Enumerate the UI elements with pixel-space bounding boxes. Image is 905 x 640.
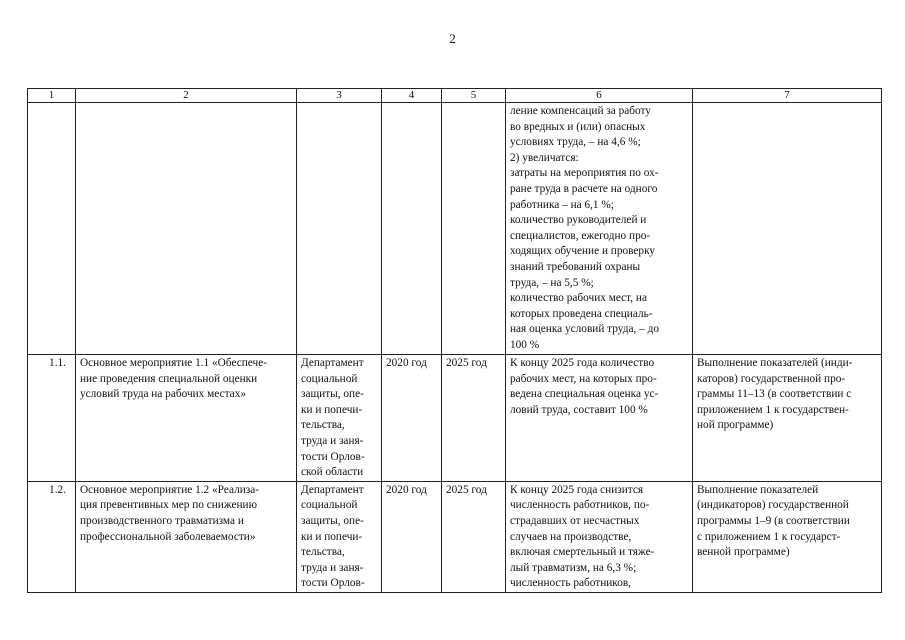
column-header: 7 [693, 89, 882, 103]
column-header: 2 [76, 89, 297, 103]
expected-result-cell: К концу 2025 года снизится численность работников, по- страдавших от несчастных случаев на производстве, включая смертельный и тяже- лый травматизм, на 6,3 %; численность работников, [506, 481, 693, 592]
indicators-cell [693, 103, 882, 355]
end-year-cell: 2025 год [442, 355, 506, 482]
table-row [28, 103, 882, 355]
event-cell: Основное мероприятие 1.1 «Обеспече- ние проведения специальной оценки условий труда на рабочих местах» [76, 355, 297, 482]
table-row [28, 481, 882, 592]
row-number-cell: 1.2. [28, 481, 76, 592]
indicators-cell: Выполнение показателей (инди- каторов) государственной про- граммы 11–13 (в соответствии с приложением 1 к государствен- ной программе) [693, 355, 882, 482]
executor-cell [297, 103, 382, 355]
event-cell: Основное мероприятие 1.2 «Реализа- ция превентивных мер по снижению производственного травматизма и профессиональной заболеваемости» [76, 481, 297, 592]
indicators-cell: Выполнение показателей (индикаторов) государственной программы 1–9 (в соответствии с приложением 1 к государст- венной программе) [693, 481, 882, 592]
table-header-row [28, 89, 882, 103]
column-header: 1 [28, 89, 76, 103]
executor-cell: Департамент социальной защиты, опе- ки и попечи- тельства, труда и заня- тости Орлов- ской области [297, 355, 382, 482]
executor-cell: Департамент социальной защиты, опе- ки и попечи- тельства, труда и заня- тости Орлов- [297, 481, 382, 592]
expected-result-cell: К концу 2025 года количество рабочих мест, на которых про- ведена специальная оценка ус- ловий труда, составит 100 % [506, 355, 693, 482]
table-row [28, 355, 882, 482]
event-cell [76, 103, 297, 355]
start-year-cell [382, 103, 442, 355]
expected-result-cell: ление компенсаций за работу во вредных и (или) опасных условиях труда, – на 4,6 %; 2) увеличатся: затраты на мероприятия по ох- ране труда в расчете на одного работника – на 6,1 %; количество руководителей и специалистов, ежегодно про- ходящих обучение и проверку знаний требований охраны труда, – на 5,5 %; количество рабочих мест, на которых проведена специаль- ная оценка условий труда, – до 100 % [506, 103, 693, 355]
column-header: 3 [297, 89, 382, 103]
column-header: 5 [442, 89, 506, 103]
row-number-cell: 1.1. [28, 355, 76, 482]
column-header: 4 [382, 89, 442, 103]
row-number-cell [28, 103, 76, 355]
end-year-cell [442, 103, 506, 355]
column-header: 6 [506, 89, 693, 103]
start-year-cell: 2020 год [382, 355, 442, 482]
program-activities-table [27, 88, 882, 593]
start-year-cell: 2020 год [382, 481, 442, 592]
end-year-cell: 2025 год [442, 481, 506, 592]
page-number: 2 [449, 31, 456, 46]
